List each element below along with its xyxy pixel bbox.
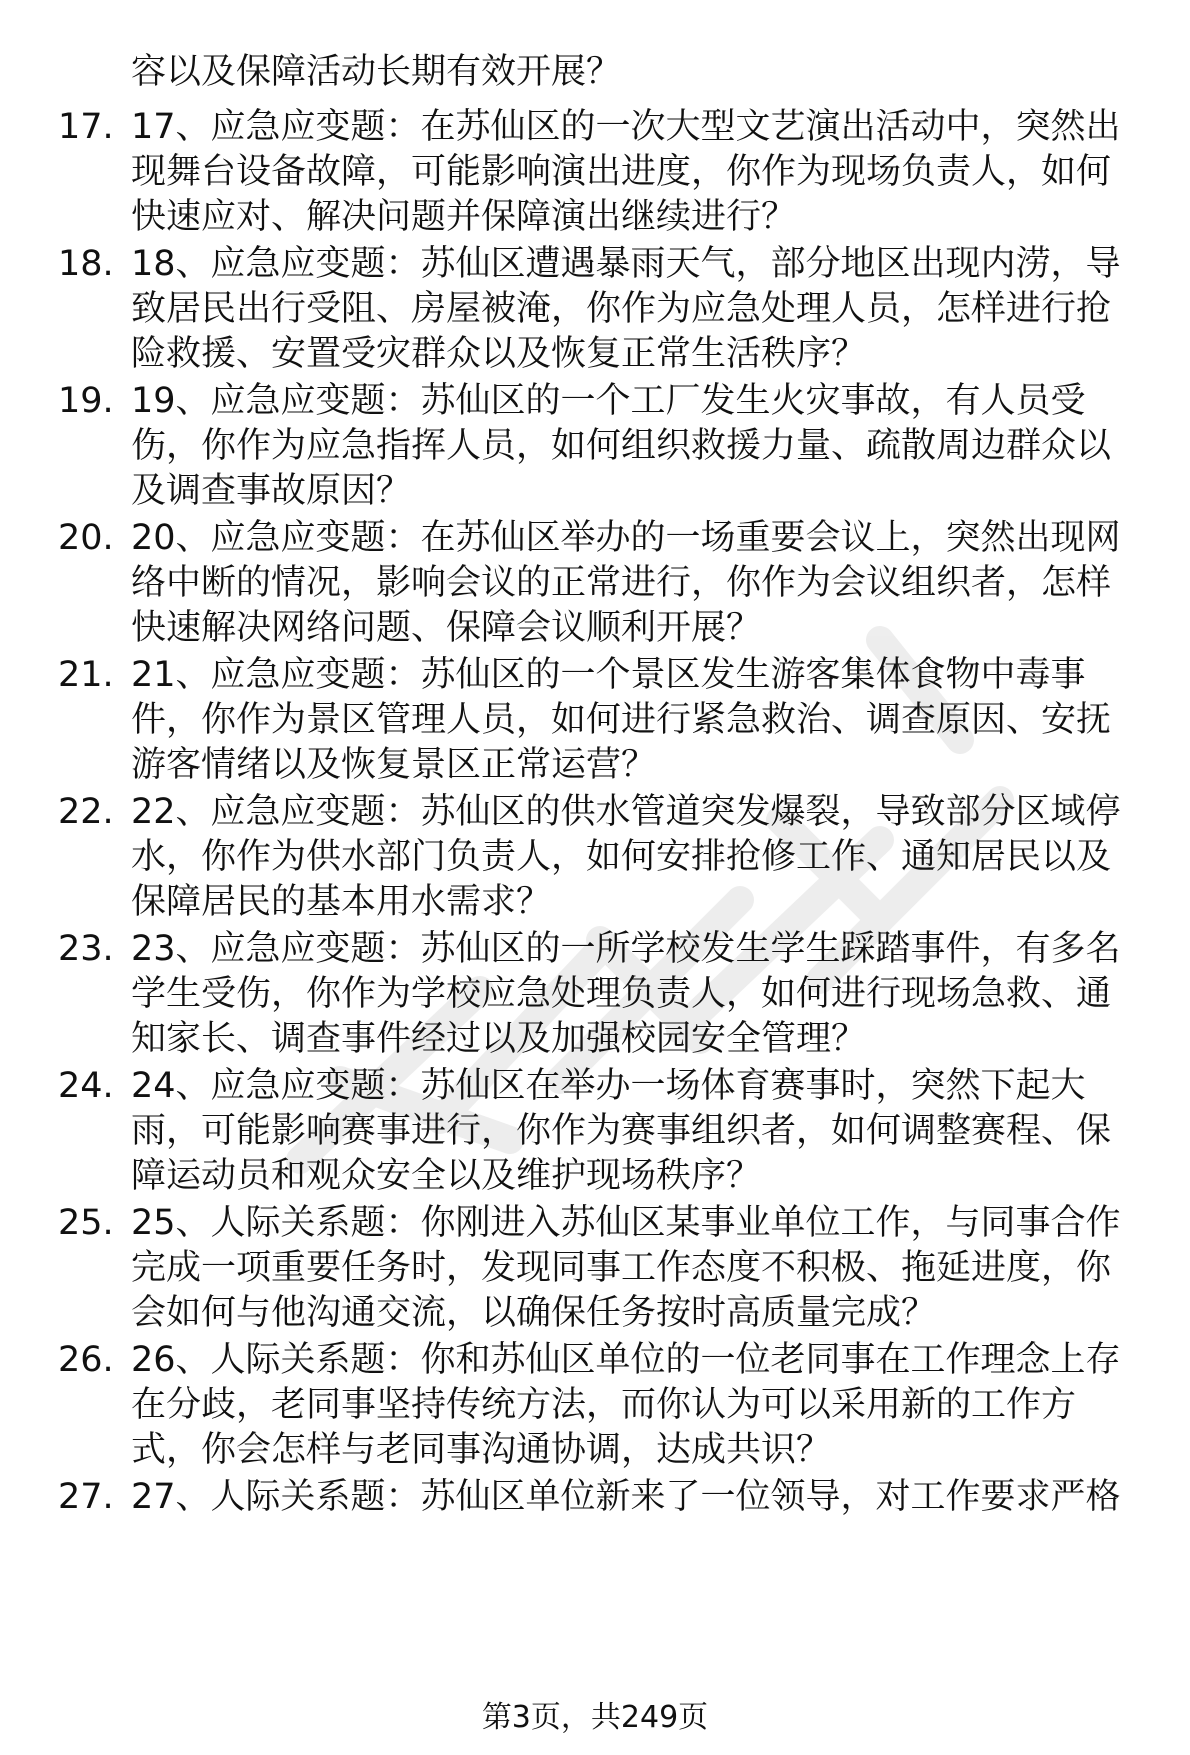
question-line: 障运动员和观众安全以及维护现场秩序？ [131,1156,762,1196]
item-number: 18. [58,244,114,284]
item-number: 23. [58,929,114,969]
item-number: 19. [58,381,114,421]
page-footer: 第3页，共249页 [481,1700,709,1735]
question-line: 22、应急应变题：苏仙区的供水管道突发爆裂，导致部分区域停 [131,792,1121,832]
question-line: 20、应急应变题：在苏仙区举办的一场重要会议上，突然出现网 [131,518,1121,558]
question-line: 雨，可能影响赛事进行，你作为赛事组织者，如何调整赛程、保 [131,1111,1112,1151]
question-line: 及调查事故原因？ [131,471,412,511]
item-number: 17. [58,107,114,147]
question-item [0,1064,1190,1200]
question-line: 会如何与他沟通交流，以确保任务按时高质量完成？ [131,1293,937,1333]
item-number: 26. [58,1340,114,1380]
question-item [0,653,1190,789]
question-line: 17、应急应变题：在苏仙区的一次大型文艺演出活动中，突然出 [131,107,1121,147]
question-line: 23、应急应变题：苏仙区的一所学校发生学生踩踏事件，有多名 [131,929,1121,969]
question-line: 伤，你作为应急指挥人员，如何组织救援力量、疏散周边群众以 [131,426,1112,466]
question-line: 险救援、安置受灾群众以及恢复正常生活秩序？ [131,334,867,374]
question-line: 快速解决网络问题、保障会议顺利开展？ [131,608,762,648]
question-line: 游客情绪以及恢复景区正常运营？ [131,745,657,785]
item-number: 20. [58,518,114,558]
question-line: 水，你作为供水部门负责人，如何安排抢修工作、通知居民以及 [131,837,1112,877]
question-line: 24、应急应变题：苏仙区在举办一场体育赛事时，突然下起大 [131,1066,1086,1106]
question-line: 式，你会怎样与老同事沟通协调，达成共识？ [131,1430,832,1470]
question-line: 络中断的情况，影响会议的正常进行，你作为会议组织者，怎样 [131,563,1112,603]
question-line: 快速应对、解决问题并保障演出继续进行？ [131,197,797,237]
question-item [0,1475,1190,1521]
question-line: 现舞台设备故障，可能影响演出进度，你作为现场负责人，如何 [131,152,1112,192]
question-line: 知家长、调查事件经过以及加强校园安全管理？ [131,1019,867,1059]
question-line: 21、应急应变题：苏仙区的一个景区发生游客集体食物中毒事 [131,655,1086,695]
question-line: 致居民出行受阻、房屋被淹，你作为应急处理人员，怎样进行抢 [131,289,1112,329]
question-item [0,516,1190,652]
item-number: 21. [58,655,114,695]
question-line: 25、人际关系题：你刚进入苏仙区某事业单位工作，与同事合作 [131,1203,1121,1243]
question-line: 26、人际关系题：你和苏仙区单位的一位老同事在工作理念上存 [131,1340,1121,1380]
question-line: 件，你作为景区管理人员，如何进行紧急救治、调查原因、安抚 [131,700,1112,740]
question-item [0,1201,1190,1337]
question-item [0,1338,1190,1474]
question-item [0,105,1190,241]
question-line: 在分歧，老同事坚持传统方法，而你认为可以采用新的工作方 [131,1385,1077,1425]
question-item [0,927,1190,1063]
item-number: 27. [58,1477,114,1517]
item-number: 22. [58,792,114,832]
question-item [0,242,1190,378]
question-line: 27、人际关系题：苏仙区单位新来了一位领导，对工作要求严格 [131,1477,1121,1517]
continuation-text: 容以及保障活动长期有效开展？ [131,52,622,92]
item-number: 25. [58,1203,114,1243]
question-line: 18、应急应变题：苏仙区遭遇暴雨天气，部分地区出现内涝，导 [131,244,1121,284]
question-line: 学生受伤，你作为学校应急处理负责人，如何进行现场急救、通 [131,974,1112,1014]
question-line: 19、应急应变题：苏仙区的一个工厂发生火灾事故，有人员受 [131,381,1086,421]
question-line: 保障居民的基本用水需求？ [131,882,552,922]
item-number: 24. [58,1066,114,1106]
question-item [0,379,1190,515]
question-line: 完成一项重要任务时，发现同事工作态度不积极、拖延进度，你 [131,1248,1112,1288]
question-item [0,790,1190,926]
